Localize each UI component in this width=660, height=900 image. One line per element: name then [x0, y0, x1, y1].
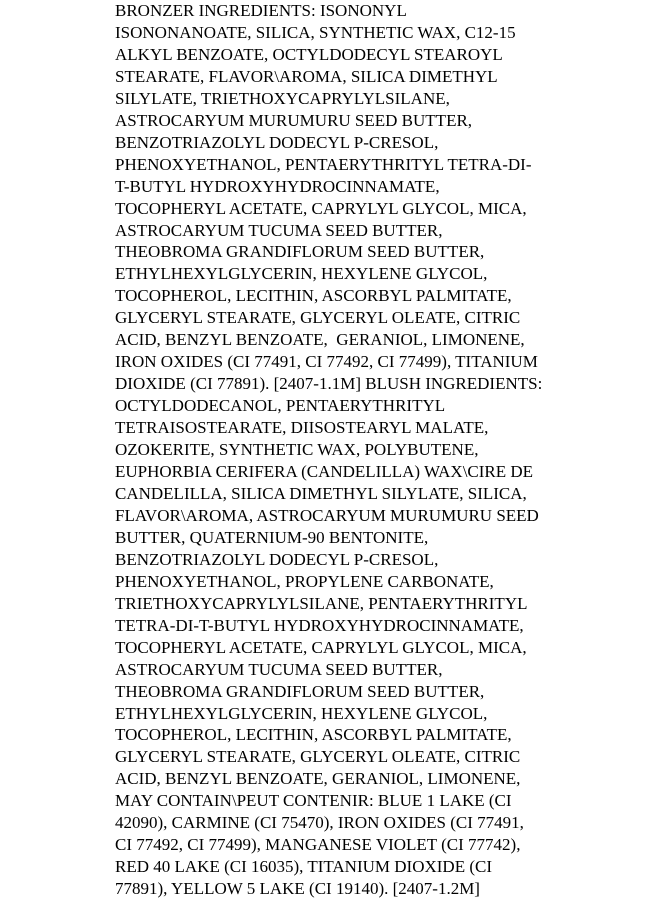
- text-line: TOCOPHEROL, LECITHIN, ASCORBYL PALMITATE,: [115, 725, 512, 745]
- text-line: ISONONANOATE, SILICA, SYNTHETIC WAX, C12-15: [115, 22, 516, 42]
- text-line: TOCOPHEROL, LECITHIN, ASCORBYL PALMITATE,: [115, 286, 512, 306]
- text-line: GLYCERYL STEARATE, GLYCERYL OLEATE, CITRIC: [115, 747, 521, 767]
- text-line: PHENOXYETHANOL, PROPYLENE CARBONATE,: [115, 571, 494, 591]
- text-line: ASTROCARYUM MURUMURU SEED BUTTER,: [115, 110, 473, 130]
- text-line: PHENOXYETHANOL, PENTAERYTHRITYL TETRA-DI-: [115, 154, 532, 174]
- text-line: EUPHORBIA CERIFERA (CANDELILLA) WAX\CIRE DE: [115, 462, 534, 482]
- text-line: IRON OXIDES (CI 77491, CI 77492, CI 77499), TITANIUM: [115, 352, 538, 372]
- text-line: T-BUTYL HYDROXYHYDROCINNAMATE,: [115, 176, 440, 196]
- text-line: BENZOTRIAZOLYL DODECYL P-CRESOL,: [115, 549, 439, 569]
- ingredients-text-block: [115, 0, 575, 900]
- text-line: TETRAISOSTEARATE, DIISOSTEARYL MALATE,: [115, 418, 489, 438]
- text-line: ETHYLHEXYLGLYCERIN, HEXYLENE GLYCOL,: [115, 264, 488, 284]
- text-line: OCTYLDODECANOL, PENTAERYTHRITYL: [115, 396, 446, 416]
- text-line: TOCOPHERYL ACETATE, CAPRYLYL GLYCOL, MICA,: [115, 198, 527, 218]
- text-line: ALKYL BENZOATE, OCTYLDODECYL STEAROYL: [115, 44, 503, 64]
- text-line: GLYCERYL STEARATE, GLYCERYL OLEATE, CITRIC: [115, 308, 521, 328]
- text-line: ASTROCARYUM TUCUMA SEED BUTTER,: [115, 659, 443, 679]
- text-line: STEARATE, FLAVOR\AROMA, SILICA DIMETHYL: [115, 66, 498, 86]
- text-line: CI 77492, CI 77499), MANGANESE VIOLET (CI 77742),: [115, 835, 521, 855]
- text-line: THEOBROMA GRANDIFLORUM SEED BUTTER,: [115, 242, 485, 262]
- text-line: ASTROCARYUM TUCUMA SEED BUTTER,: [115, 220, 443, 240]
- text-line: ACID, BENZYL BENZOATE, GERANIOL, LIMONENE,: [115, 769, 521, 789]
- text-line: BENZOTRIAZOLYL DODECYL P-CRESOL,: [115, 132, 439, 152]
- text-line: TOCOPHERYL ACETATE, CAPRYLYL GLYCOL, MICA,: [115, 637, 527, 657]
- text-line: OZOKERITE, SYNTHETIC WAX, POLYBUTENE,: [115, 440, 479, 460]
- text-line: RED 40 LAKE (CI 16035), TITANIUM DIOXIDE (CI: [115, 857, 492, 877]
- text-line: SILYLATE, TRIETHOXYCAPRYLYLSILANE,: [115, 88, 450, 108]
- text-line: TETRA-DI-T-BUTYL HYDROXYHYDROCINNAMATE,: [115, 615, 524, 635]
- text-line: ETHYLHEXYLGLYCERIN, HEXYLENE GLYCOL,: [115, 703, 488, 723]
- text-line: 77891), YELLOW 5 LAKE (CI 19140). [2407-1.2M]: [115, 879, 480, 899]
- text-line: BUTTER, QUATERNIUM-90 BENTONITE,: [115, 527, 429, 547]
- text-line: MAY CONTAIN\PEUT CONTENIR: BLUE 1 LAKE (CI: [115, 791, 512, 811]
- text-line: CANDELILLA, SILICA DIMETHYL SILYLATE, SILICA,: [115, 483, 527, 503]
- text-line: ACID, BENZYL BENZOATE, GERANIOL, LIMONENE,: [115, 330, 525, 350]
- text-line: THEOBROMA GRANDIFLORUM SEED BUTTER,: [115, 681, 485, 701]
- text-line: FLAVOR\AROMA, ASTROCARYUM MURUMURU SEED: [115, 505, 539, 525]
- text-line: 42090), CARMINE (CI 75470), IRON OXIDES (CI 77491,: [115, 813, 524, 833]
- text-line: DIOXIDE (CI 77891). [2407-1.1M] BLUSH INGREDIENTS:: [115, 374, 543, 394]
- text-line: BRONZER INGREDIENTS: ISONONYL: [115, 1, 407, 20]
- text-line: TRIETHOXYCAPRYLYLSILANE, PENTAERYTHRITYL: [115, 593, 528, 613]
